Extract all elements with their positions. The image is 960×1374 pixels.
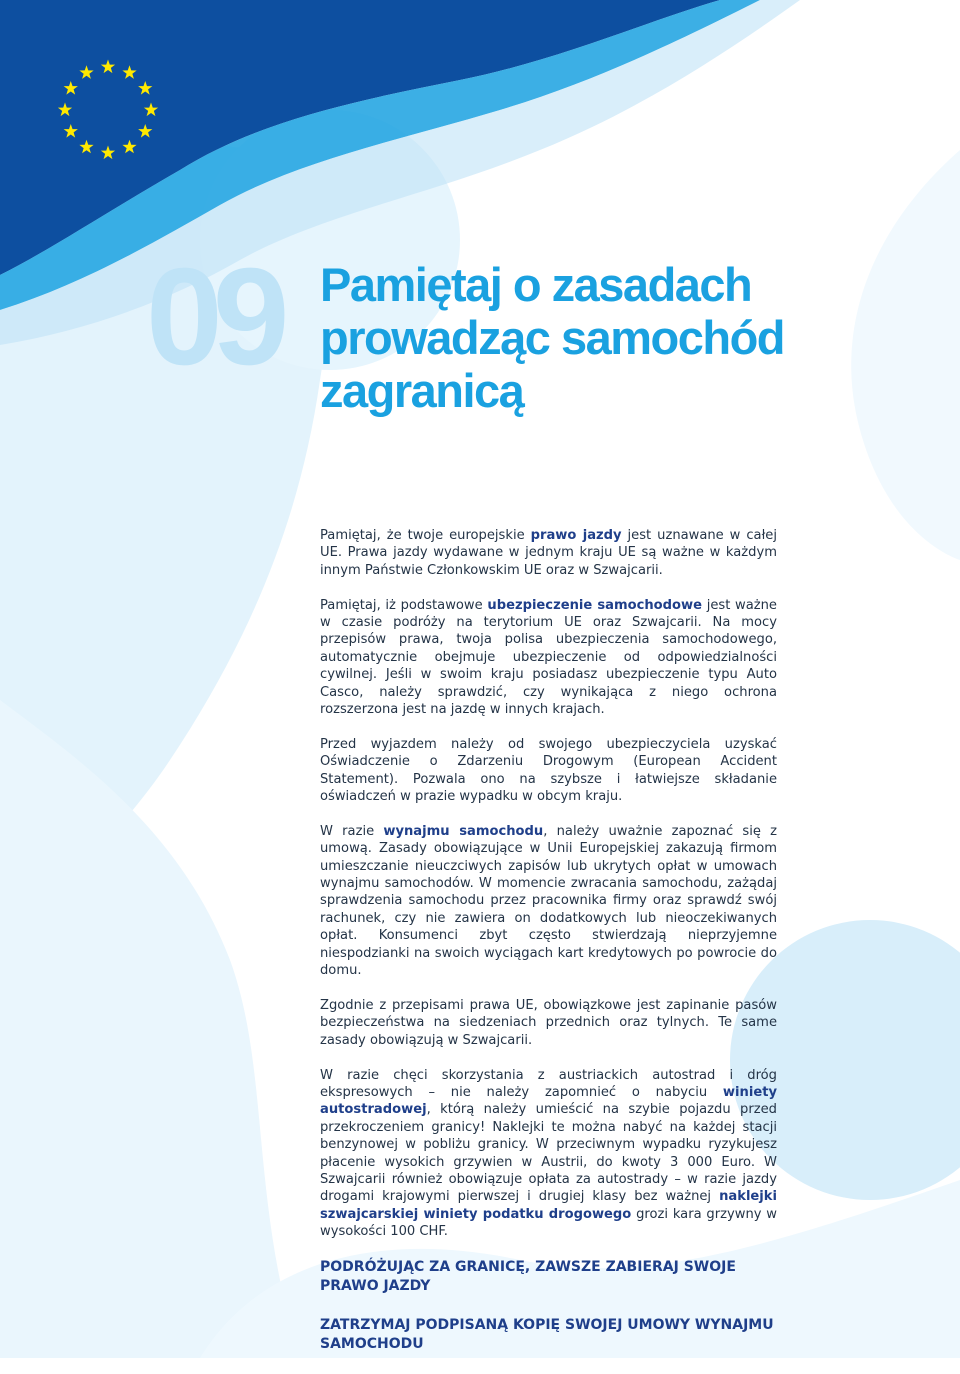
paragraph: [320, 1067, 777, 1241]
text-run: , którą należy umieścić na szybie pojazdu przed przekroczeniem granicy! Naklejki te można nabyć na każdej stacji benzynowej w pobliżu granicy. W przeciwnym wypadku ryzykujesz płacenie wysokich grzywien w Austrii, do kwoty 3 000 Euro. W Szwajcarii również obowiązuje opłata za autostrady – w razie jazdy drogami krajowymi pierwszej i drugiej klasy bez ważnej: [320, 1102, 777, 1205]
paragraph: [320, 527, 777, 579]
bold-term: wynajmu samochodu: [383, 823, 544, 839]
bold-term: ubezpieczenie samochodowe: [487, 597, 703, 613]
paragraph-list: [320, 527, 777, 1241]
callout-tip: PODRÓŻUJĄC ZA GRANICĘ, ZAWSZE ZABIERAJ SWOJE PRAWO JAZDY: [320, 1258, 736, 1294]
chapter-number: 09: [146, 240, 280, 394]
text-run: W razie chęci skorzystania z austriackich autostrad i dróg ekspresowych – nie należy zapomnieć o nabyciu: [320, 1067, 777, 1100]
callout-tip: ZATRZYMAJ PODPISANĄ KOPIĘ SWOJEJ UMOWY WYNAJMU SAMOCHODU: [320, 1316, 774, 1352]
text-run: jest ważne w czasie podróży na terytorium UE oraz Szwajcarii. Na mocy przepisów prawa, twoja polisa ubezpieczenia samochodowego, automatycznie obejmuje ubezpieczenie od odpowiedzialności cywilnej. Jeśli w swoim kraju posiadasz ubezpieczenie typu Auto Casco, należy sprawdzić, czy wynikająca z niego ochrona rozszerzona jest na jazdę w innych krajach.: [320, 597, 777, 718]
text-run: grozi kara grzywny w wysokości 100 CHF.: [320, 1206, 777, 1240]
text-run: W razie: [320, 823, 384, 839]
text-run: Pamiętaj, że twoje europejskie: [320, 528, 531, 543]
paragraph: [320, 823, 777, 980]
article-body: [320, 527, 777, 1374]
paragraph: [320, 736, 777, 806]
text-run: Przed wyjazdem należy od swojego ubezpieczyciela uzyskać Oświadczenie o Zdarzeniu Drogowym (European Accident Statement). Pozwala ono na szybsze i łatwiejsze składanie oświadczeń w prazie wypadku w obcym kraju.: [320, 736, 777, 805]
page-title: Pamiętaj o zasadach prowadząc samochód zagranicą: [320, 258, 784, 417]
text-run: Pamiętaj, iż podstawowe: [320, 597, 488, 613]
bold-term: prawo jazdy: [530, 528, 622, 543]
text-run: jest uznawane w całej UE. Prawa jazdy wydawane w jednym kraju UE są ważne w każdym innym Państwie Członkowskim UE oraz w Szwajcarii.: [320, 528, 777, 578]
paragraph: [320, 597, 777, 719]
light-wave-left-lower: [0, 700, 300, 1358]
bold-term: winiety autostradowej: [320, 1084, 777, 1118]
text-run: Zgodnie z przepisami prawa UE, obowiązkowe jest zapinanie pasów bezpieczeństwa na siedzeniach przednich oraz tylnych. Te same zasady obowiązują w Szwajcarii.: [320, 997, 777, 1048]
bold-term: naklejki szwajcarskiej winiety podatku drogowego: [320, 1189, 777, 1222]
text-run: , należy uważnie zapoznać się z umową. Zasady obowiązujące w Unii Europejskiej zakazują firmom umieszczanie nieuczciwych zapisów lub ukrytych opłat w umowach wynajmu samochodów. W momencie zwracania samochodu, zażądaj sprawdzenia samochodu przez pracownika firmy oraz sprawdź swój rachunek, czy nie zawiera on dodatkowych lub nieoczekiwanych opłat. Konsumenci zbyt często stwierdzają nieprzyjemne niespodzianki na swoich wyciągach kart kredytowych po powrocie do domu.: [320, 823, 778, 979]
paragraph: [320, 997, 777, 1049]
callout-list: [320, 1258, 777, 1354]
